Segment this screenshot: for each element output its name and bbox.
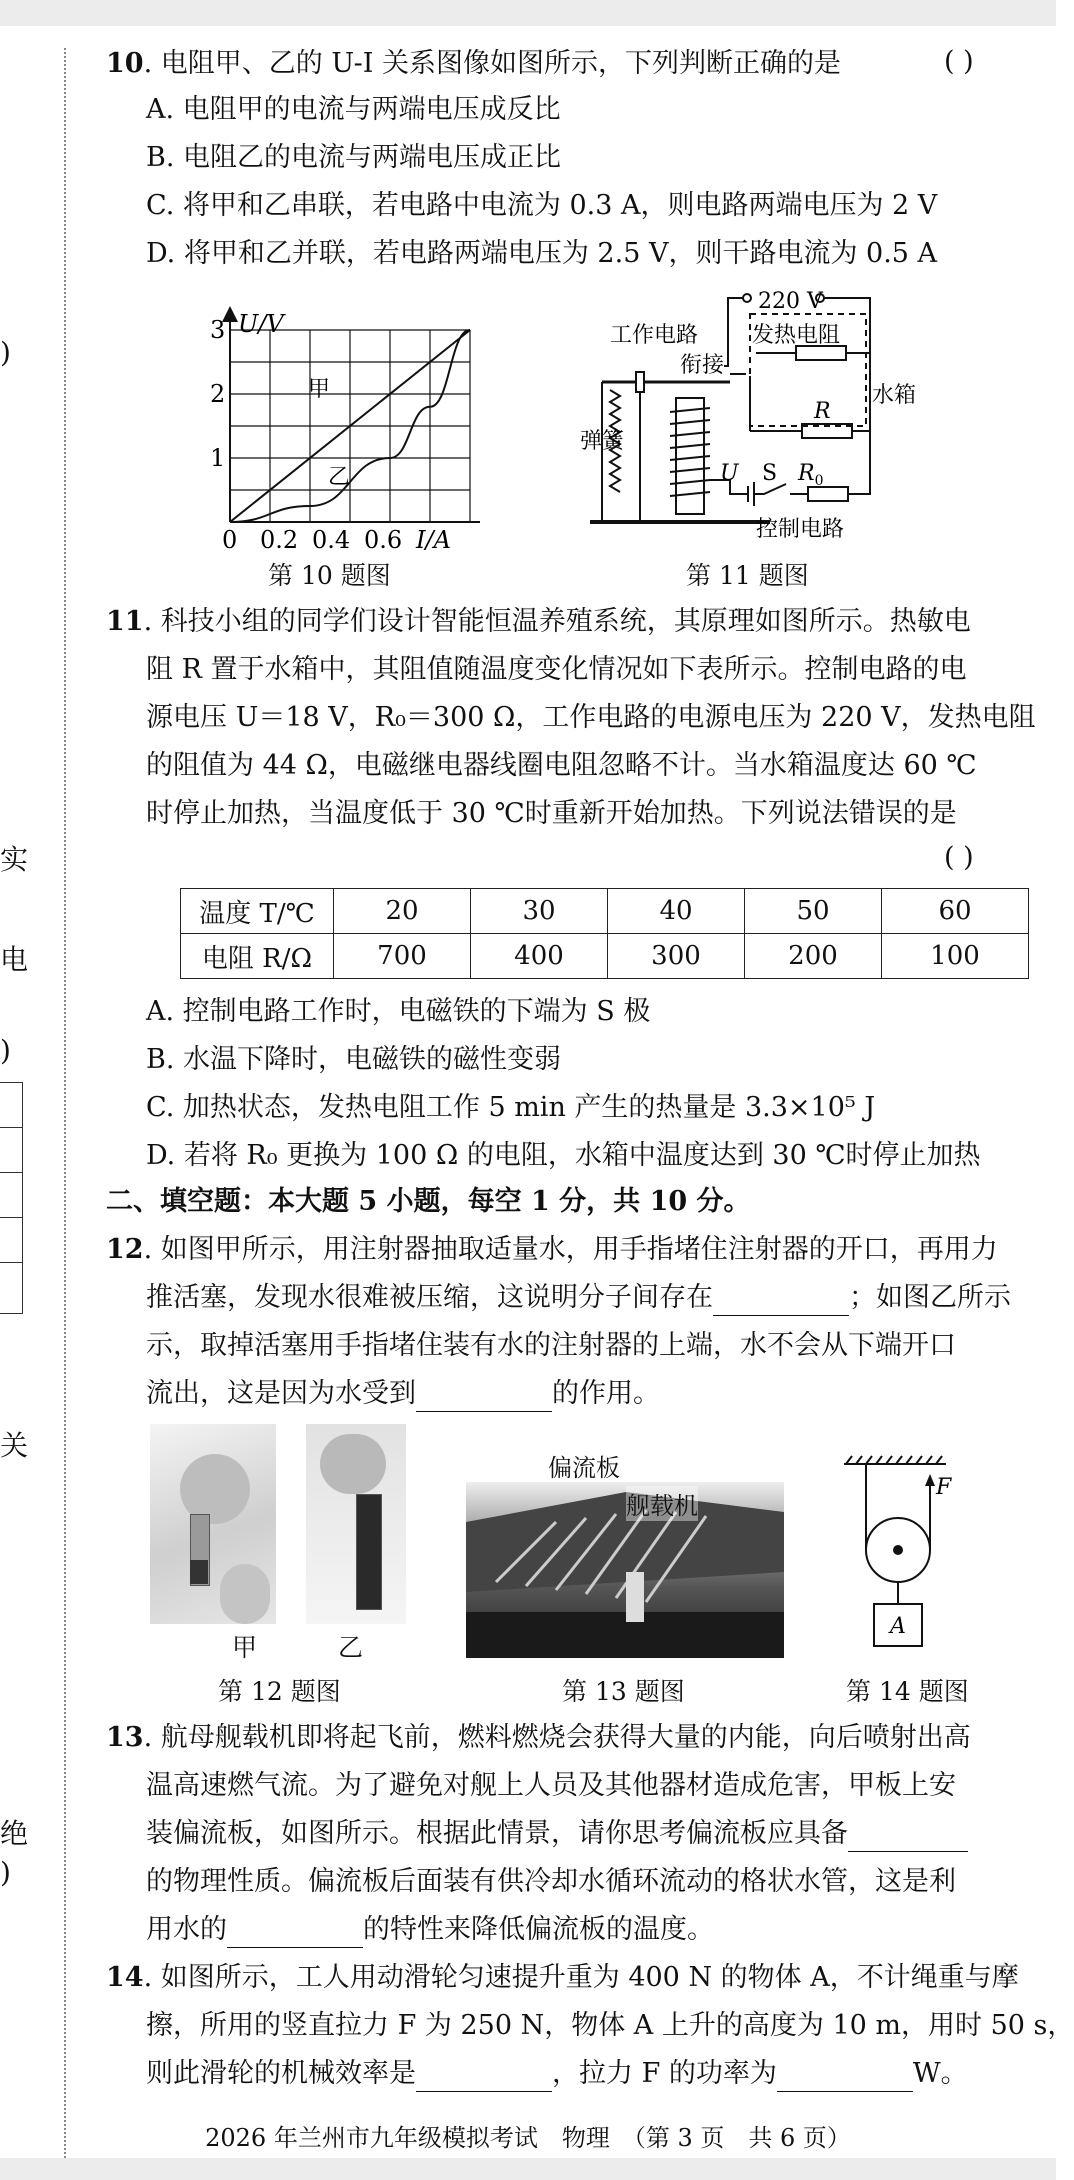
q13-text: . 航母舰载机即将起飞前，燃料燃烧会获得大量的内能，向后喷射出高 [143,1722,971,1753]
q10-option-b: B. 电阻乙的电流与两端电压成正比 [146,142,562,173]
table-cell: 40 [608,889,745,934]
q13-text: 的特性来降低偏流板的温度。 [363,1914,714,1945]
table-cell: 50 [745,889,882,934]
q12-line-3: 示，取掉活塞用手指堵住装有水的注射器的上端，水不会从下端开口 [146,1330,956,1361]
page-footer: 2026 年兰州市九年级模拟考试 物理 （第 3 页 共 6 页） [205,2124,851,2152]
margin-char: 电 [0,943,29,976]
q10-figure-caption: 第 10 题图 [268,561,391,590]
margin-char: 实 [0,843,29,876]
force-f-label: F [936,1475,952,1500]
deflector-label: 偏流板 [548,1454,620,1482]
q14-blank-1[interactable] [416,2065,552,2092]
q13-number: 13 [106,1722,144,1753]
q12-text: . 如图甲所示，用注射器抽取适量水，用手指堵住注射器的开口，再用力 [143,1234,998,1265]
top-bar [0,0,1056,26]
y-tick-label: 3 [210,316,226,344]
q11-option-c: C. 加热状态，发热电阻工作 5 min 产生的热量是 3.3×10⁵ J [146,1092,876,1123]
q12-text: 流出，这是因为水受到 [146,1378,416,1409]
q11-text: . 科技小组的同学们设计智能恒温养殖系统，其原理如图所示。热敏电 [143,606,971,637]
table-cell: 20 [334,889,471,934]
binding-margin-line [64,48,66,2158]
q10-answer-paren[interactable]: ( ) [944,46,974,77]
q12-number: 12 [106,1234,144,1265]
q11-option-d: D. 若将 R₀ 更换为 100 Ω 的电阻，水箱中温度达到 30 ℃时停止加热 [146,1140,981,1171]
margin-char: ) [0,1856,11,1889]
armature-label: 衔接 [680,353,725,378]
q12-blank-2[interactable] [416,1385,552,1412]
q12-blank-1[interactable] [713,1289,849,1316]
q11-option-b: B. 水温下降时，电磁铁的磁性变弱 [146,1044,562,1075]
x-tick-label: 0.6 [364,526,403,554]
margin-char: ) [0,1034,11,1067]
q14-text: W。 [912,2058,968,2089]
y-tick-label: 1 [210,444,226,472]
q14-text: ，拉力 F 的功率为 [552,2058,777,2089]
q10-stem-text: . 电阻甲、乙的 U-I 关系图像如图所示，下列判断正确的是 [143,48,841,79]
q13-line-5 [146,1912,714,1948]
q11-figure-caption: 第 11 题图 [686,561,809,590]
q13-line-3 [146,1816,968,1852]
q11-line-3: 源电压 U＝18 V，R₀＝300 Ω，工作电路的电源电压为 220 V，发热电阻 [146,702,1036,733]
switch-label: S [762,461,778,486]
circuit-diagram [580,280,917,555]
resistor-r-label: R [814,399,831,424]
q14-number: 14 [106,1962,144,1993]
series-label-jia: 甲 [308,377,331,402]
r0-label: $R_0$ [798,461,824,489]
q12-text: 推活塞，发现水很难被压缩，这说明分子间存在 [146,1282,713,1313]
q11-number: 11 [106,606,144,637]
series-label-yi: 乙 [328,465,351,490]
q12-line-4 [146,1376,660,1412]
x-tick-label: 0.2 [260,526,299,554]
table-row-head: 电阻 R/Ω [181,934,334,979]
q12-line-1 [106,1232,998,1268]
q13-figure-caption: 第 13 题图 [562,1677,685,1706]
margin-char: 绝 [0,1817,29,1850]
resistance-table [180,888,1029,979]
q10-stem [106,46,841,82]
syringe-photo-jia [150,1424,276,1624]
q14-line-2: 擦，所用的竖直拉力 F 为 250 N，物体 A 上升的高度为 10 m，用时 50 s， [146,2010,1074,2041]
q12-label-yi: 乙 [338,1633,364,1662]
source-label: 220 V [758,289,823,314]
q11-line-4: 的阻值为 44 Ω，电磁继电器线圈电阻忽略不计。当水箱温度达 60 ℃ [146,750,977,781]
ui-graph [190,306,480,552]
y-axis-label: U/V [238,310,284,338]
q13-text: 用水的 [146,1914,227,1945]
q11-option-a: A. 控制电路工作时，电磁铁的下端为 S 极 [146,996,651,1027]
pulley-diagram [836,1448,966,1668]
q12-label-jia: 甲 [232,1633,258,1662]
x-tick-label: 0 [222,526,238,554]
q11-line-2: 阻 R 置于水箱中，其阻值随温度变化情况如下表所示。控制电路的电 [146,654,967,685]
q14-text: 则此滑轮的机械效率是 [146,2058,416,2089]
table-cell: 400 [471,934,608,979]
q13-blank-1[interactable] [848,1825,968,1852]
section-heading: 二、填空题：本大题 5 小题，每空 1 分，共 10 分。 [106,1186,751,1217]
q10-number: 10 [106,48,144,79]
q12-text: ；如图乙所示 [849,1282,1011,1313]
q10-option-a: A. 电阻甲的电流与两端电压成反比 [146,94,561,125]
plane-label: 舰载机 [626,1486,698,1521]
margin-char: 关 [0,1429,29,1462]
syringe-photo-yi [306,1424,406,1624]
q12-text: 的作用。 [552,1378,660,1409]
table-cell: 100 [882,934,1029,979]
object-a-label: A [890,1614,906,1639]
q12-figure-caption: 第 12 题图 [218,1677,341,1706]
q11-line-5: 时停止加热，当温度低于 30 ℃时重新开始加热。下列说法错误的是 [146,798,957,829]
heater-label: 发热电阻 [752,323,841,348]
q14-text: . 如图所示，工人用动滑轮匀速提升重为 400 N 的物体 A，不计绳重与摩 [143,1962,1019,1993]
battery-label: U [720,461,739,486]
table-cell: 60 [882,889,1029,934]
table-cell: 700 [334,934,471,979]
deflector-photo [466,1482,784,1658]
q13-blank-2[interactable] [227,1921,363,1948]
q14-line-3 [146,2056,968,2092]
table-cell: 300 [608,934,745,979]
x-axis-label: I/A [416,526,451,554]
q13-line-4: 的物理性质。偏流板后面装有供冷却水循环流动的格状水管，这是利 [146,1866,956,1897]
q12-line-2 [146,1280,1011,1316]
margin-table-fragment [0,1082,23,1314]
q14-blank-2[interactable] [777,2065,913,2092]
y-tick-label: 2 [210,380,226,408]
water-tank-label: 水箱 [872,383,917,408]
q10-option-c: C. 将甲和乙串联，若电路中电流为 0.3 A，则电路两端电压为 2 V [146,190,938,221]
margin-char: ) [0,336,11,369]
table-row-head: 温度 T/℃ [181,889,334,934]
q13-line-2: 温高速燃气流。为了避免对舰上人员及其他器材造成危害，甲板上安 [146,1770,956,1801]
control-circuit-label: 控制电路 [756,517,845,542]
q11-line-1 [106,604,971,640]
spring-label: 弹簧 [580,429,625,454]
q11-answer-paren[interactable]: ( ) [944,842,974,873]
q13-text: 装偏流板，如图所示。根据此情景，请你思考偏流板应具备 [146,1818,848,1849]
q14-figure-caption: 第 14 题图 [846,1677,969,1706]
work-circuit-label: 工作电路 [610,323,699,348]
table-cell: 30 [471,889,608,934]
q10-option-d: D. 将甲和乙并联，若电路两端电压为 2.5 V，则干路电流为 0.5 A [146,238,938,269]
x-tick-label: 0.4 [312,526,351,554]
q14-line-1 [106,1960,1019,1996]
bottom-bar [0,2158,1056,2180]
q13-line-1 [106,1720,971,1756]
table-cell: 200 [745,934,882,979]
